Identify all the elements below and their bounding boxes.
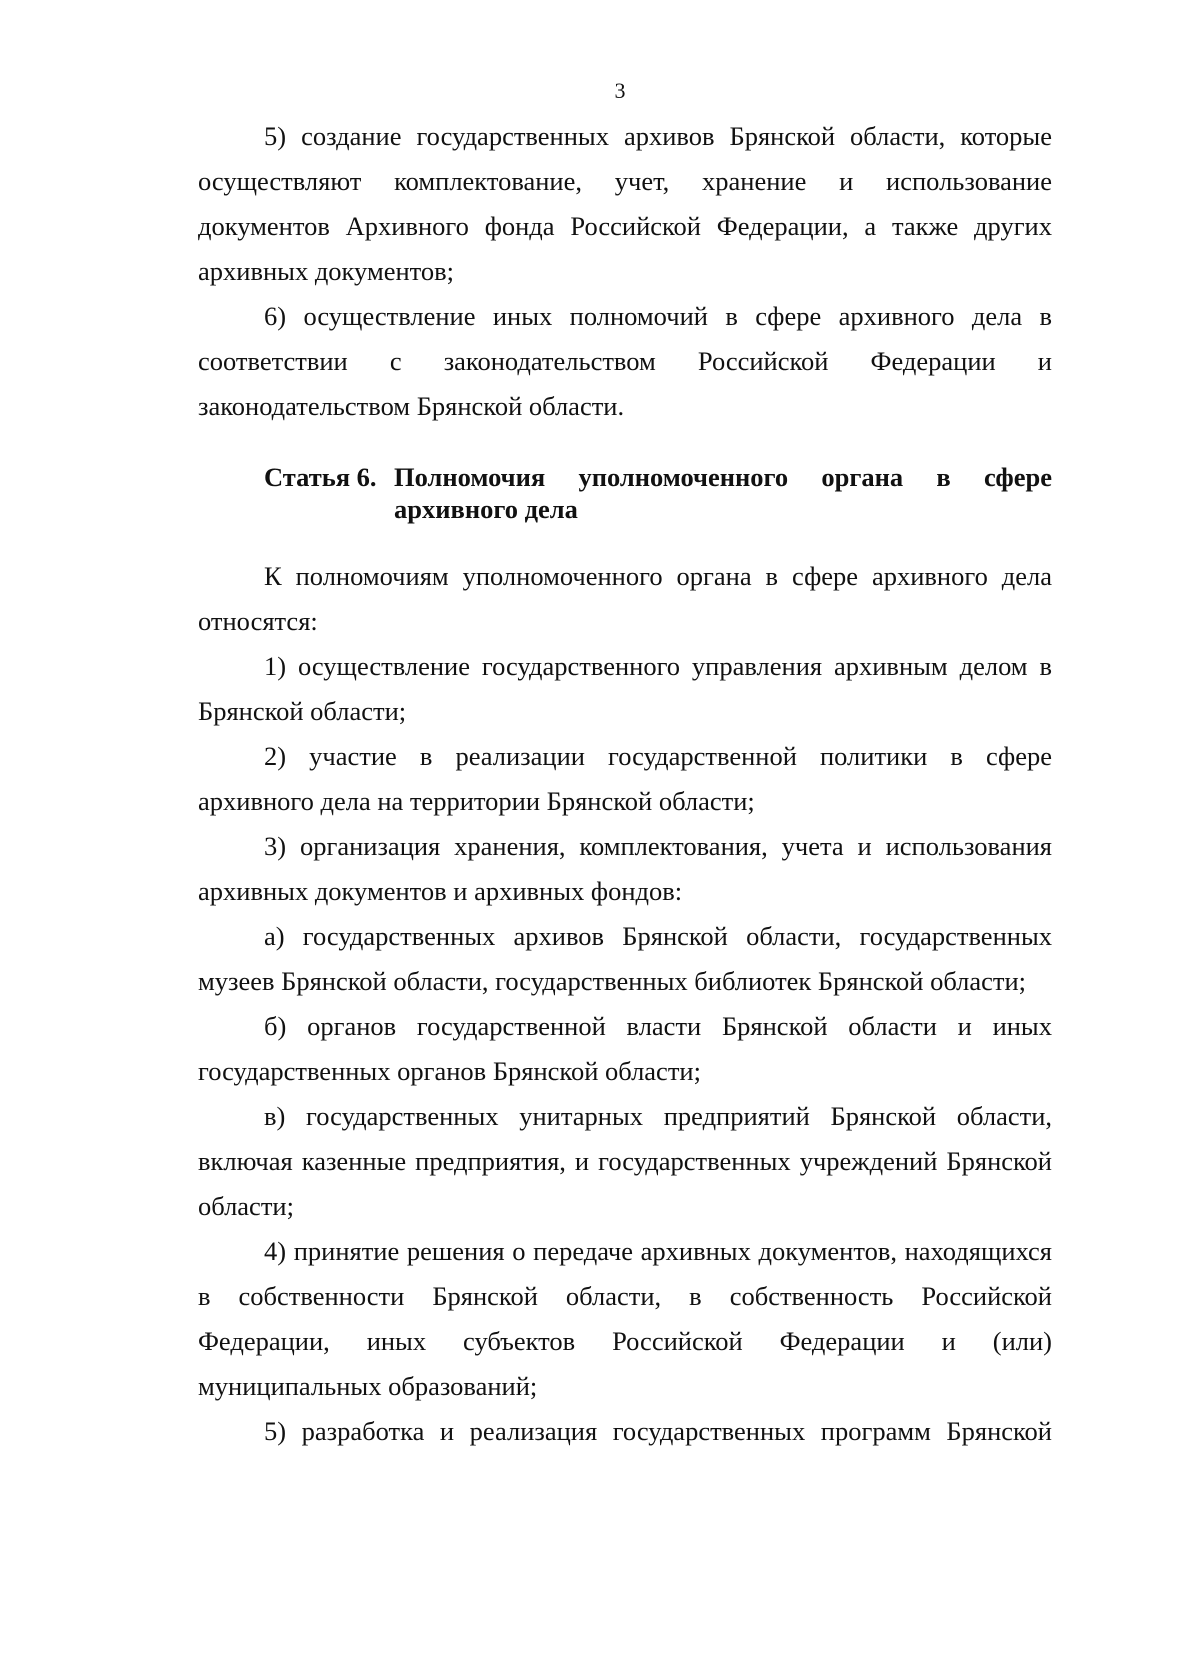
page-number: 3 [614, 78, 626, 103]
document-body [198, 114, 1052, 1454]
paragraph: б) органов государственной власти Брянской области и иных государственных органов Брянской области; [198, 1011, 1052, 1086]
paragraph: 1) осуществление государственного управления архивным делом в Брянской области; [198, 651, 1052, 726]
paragraph: 5) создание государственных архивов Брянской области, которые осуществляют комплектование, учет, хранение и использование документов Архивного фонда Российской Федерации, а также других архивных документов; [198, 121, 1052, 286]
paragraph: а) государственных архивов Брянской области, государственных музеев Брянской области, государственных библиотек Брянской области; [198, 921, 1052, 996]
paragraph: 2) участие в реализации государственной политики в сфере архивного дела на территории Брянской области; [198, 741, 1052, 816]
paragraph: 3) организация хранения, комплектования, учета и использования архивных документов и архивных фондов: [198, 831, 1052, 906]
article-title: Полномочия уполномоченного органа в сфере архивного дела [394, 462, 1052, 524]
paragraph: К полномочиям уполномоченного органа в сфере архивного дела относятся: [198, 561, 1052, 636]
article-label: Статья 6. [264, 462, 377, 492]
paragraph: в) государственных унитарных предприятий Брянской области, включая казенные предприятия, и государственных учреждений Брянской области; [198, 1101, 1052, 1221]
paragraph: 4) принятие решения о передаче архивных документов, находящихся в собственности Брянской области, в собственность Российской Федерации, иных субъектов Российской Федерации и (или) муниципальных образований; [198, 1236, 1052, 1401]
article-heading [198, 461, 1052, 525]
paragraph: 5) разработка и реализация государственных программ Брянской [264, 1416, 1052, 1446]
paragraph: 6) осуществление иных полномочий в сфере архивного дела в соответствии с законодательством Российской Федерации и законодательством Брянской области. [198, 301, 1052, 421]
